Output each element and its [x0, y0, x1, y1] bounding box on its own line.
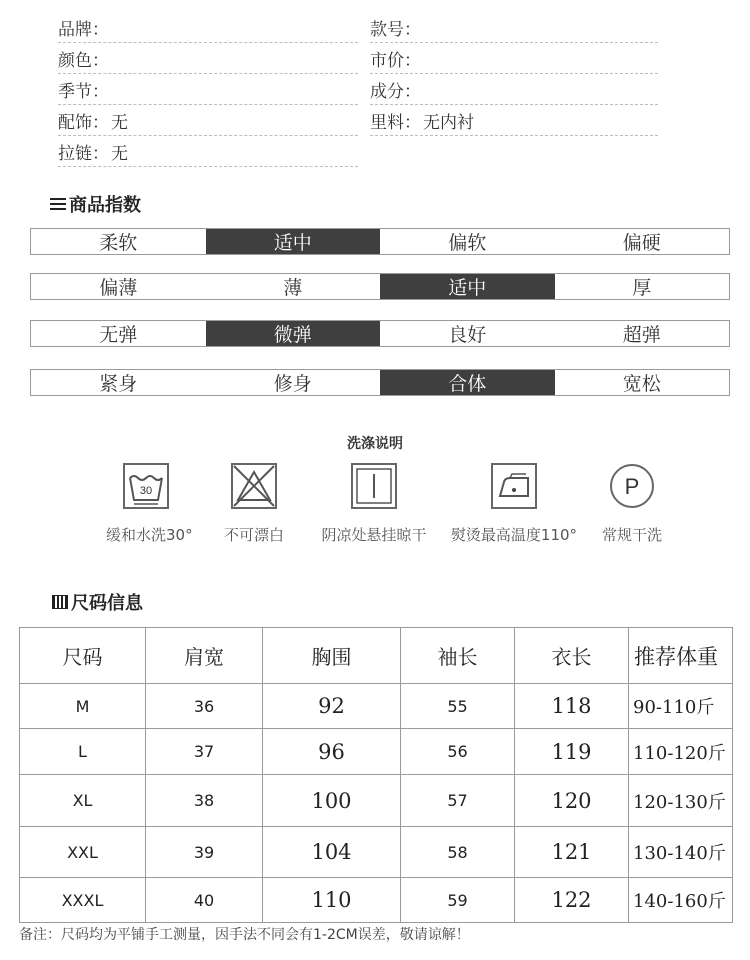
size-note: 备注：尺码均为平铺手工测量，因手法不同会有1-2CM误差，敬请谅解！: [19, 927, 470, 943]
table-cell: M: [20, 684, 146, 729]
header-chest: 胸围: [263, 628, 401, 684]
info-field-season: 季节 ：: [58, 74, 358, 105]
table-cell: 59: [401, 878, 515, 923]
info-row: [58, 74, 658, 105]
index-option-selected: 合体: [380, 370, 555, 395]
wash-30-icon: [122, 462, 170, 510]
table-cell: 118: [515, 684, 629, 729]
index-option: 宽松: [622, 373, 661, 395]
info-field-color: 颜色 ：: [58, 43, 358, 74]
no-bleach-label: 不可漂白: [223, 526, 284, 544]
table-cell: 140-160斤: [629, 878, 733, 923]
dry-clean-label: 常规干洗: [601, 526, 662, 544]
info-field-brand: 品牌 ：: [58, 12, 358, 43]
table-cell: 40: [146, 878, 263, 923]
iron-label: 熨烫最高温度110°: [450, 526, 578, 544]
header-sleeve: 袖长: [401, 628, 515, 684]
index-option: 厚: [632, 277, 652, 299]
table-cell: XL: [20, 775, 146, 827]
table-cell: 57: [401, 775, 515, 827]
iron-item: [446, 462, 582, 545]
index-option-selected: 微弹: [206, 321, 381, 346]
info-row: [58, 43, 658, 74]
index-option: 薄: [283, 277, 303, 299]
index-option: 偏硬: [622, 232, 661, 254]
table-row: [20, 775, 733, 827]
table-cell: 92: [263, 684, 401, 729]
header-size: 尺码: [20, 628, 146, 684]
table-cell: 100: [263, 775, 401, 827]
header-shoulder: 肩宽: [146, 628, 263, 684]
line-dry-label: 阴凉处悬挂晾干: [321, 526, 427, 544]
index-row: [30, 273, 730, 300]
header-length: 衣长: [515, 628, 629, 684]
table-cell: 90-110斤: [629, 684, 733, 729]
header-weight: 推荐体重: [629, 628, 733, 684]
dry-clean-letter: P: [624, 474, 640, 499]
size-table: [19, 627, 733, 923]
washing-title: 洗涤说明: [347, 436, 403, 452]
grid-icon: [52, 595, 68, 609]
info-field-accessory: 配饰 ： 无: [58, 105, 358, 136]
index-option: 修身: [273, 373, 312, 395]
table-cell: 39: [146, 827, 263, 878]
table-row: [20, 684, 733, 729]
dry-clean-item: [594, 462, 670, 545]
wash-30-item: [106, 462, 193, 545]
table-cell: 119: [515, 729, 629, 775]
table-row: [20, 827, 733, 878]
index-option: 超弹: [622, 324, 661, 346]
index-row: [30, 369, 730, 396]
table-cell: 56: [401, 729, 515, 775]
info-field-lining: 里料 ： 无内衬: [370, 105, 658, 136]
line-dry-item: [313, 462, 435, 545]
table-cell: 110-120斤: [629, 729, 733, 775]
wash-temp-text: 30: [139, 485, 153, 497]
info-field-material: 成分 ：: [370, 74, 658, 105]
index-option: 柔软: [99, 232, 138, 254]
wash-30-label: 缓和水洗30°: [106, 526, 193, 544]
info-field-zipper: 拉链 ： 无: [58, 136, 358, 167]
index-option-selected: 适中: [380, 274, 555, 299]
table-cell: 36: [146, 684, 263, 729]
iron-icon: [490, 462, 538, 510]
info-row: [58, 12, 658, 43]
index-option: 紧身: [99, 373, 138, 395]
index-option: 无弹: [99, 324, 138, 346]
table-cell: 38: [146, 775, 263, 827]
index-option: 良好: [448, 324, 487, 346]
table-cell: 96: [263, 729, 401, 775]
size-table-header: [20, 628, 733, 684]
index-row: [30, 228, 730, 255]
index-option-selected: 适中: [206, 229, 381, 254]
info-row: [58, 136, 658, 167]
no-bleach-icon: [230, 462, 278, 510]
dry-clean-p-icon: [608, 462, 656, 510]
info-field-price: 市价 ：: [370, 43, 658, 74]
index-option: 偏薄: [99, 277, 138, 299]
info-field-style-no: 款号 ：: [370, 12, 658, 43]
table-cell: 37: [146, 729, 263, 775]
table-cell: 110: [263, 878, 401, 923]
product-info: [58, 12, 658, 167]
no-bleach-item: [214, 462, 294, 545]
table-cell: 120-130斤: [629, 775, 733, 827]
index-option: 偏软: [448, 232, 487, 254]
table-cell: 120: [515, 775, 629, 827]
table-cell: L: [20, 729, 146, 775]
table-cell: 121: [515, 827, 629, 878]
table-cell: 104: [263, 827, 401, 878]
table-cell: XXL: [20, 827, 146, 878]
table-cell: 122: [515, 878, 629, 923]
list-icon: [50, 198, 66, 210]
table-cell: XXXL: [20, 878, 146, 923]
index-row: [30, 320, 730, 347]
size-section-title: 尺码信息: [52, 589, 143, 615]
info-row: [58, 105, 658, 136]
table-cell: 130-140斤: [629, 827, 733, 878]
table-row: [20, 878, 733, 923]
table-row: [20, 729, 733, 775]
index-section-title: 商品指数: [50, 191, 141, 217]
table-cell: 58: [401, 827, 515, 878]
table-cell: 55: [401, 684, 515, 729]
line-dry-shade-icon: [350, 462, 398, 510]
